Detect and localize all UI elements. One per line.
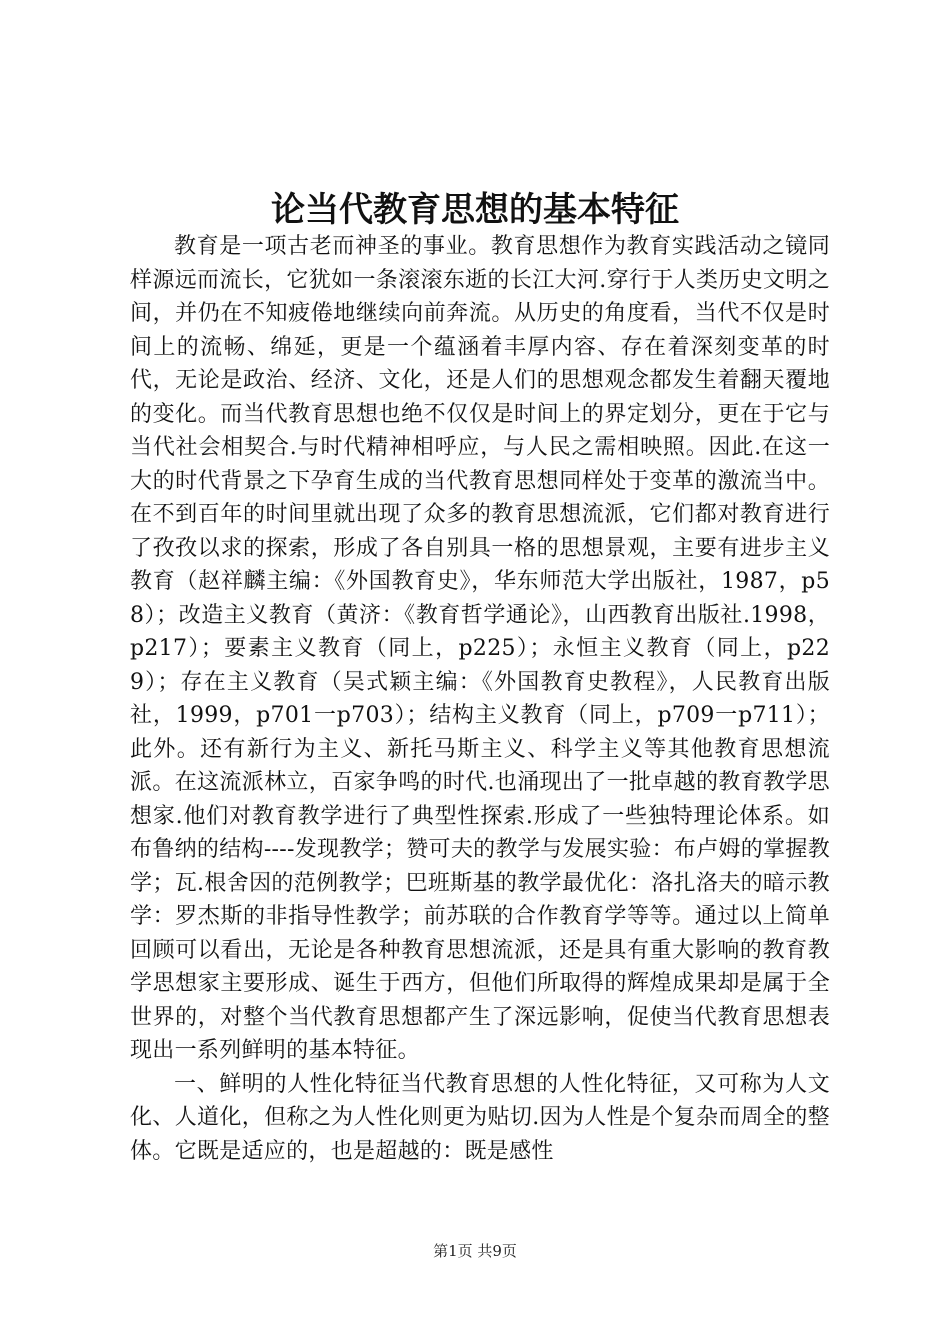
- document-title: 论当代教育思想的基本特征: [271, 190, 679, 230]
- paragraph-section-one: 一、鲜明的人性化特征当代教育思想的人性化特征，又可称为人文化、人道化，但称之为人性化则更为贴切.因为人性是个复杂而周全的整体。它既是适应的，也是超越的：既是感性: [130, 1071, 830, 1164]
- document-body: [130, 230, 830, 1168]
- page-footer: 第1页 共9页: [433, 1242, 517, 1260]
- paragraph-intro: 教育是一项古老而神圣的事业。教育思想作为教育实践活动之镜同样源远而流长，它犹如一条滚滚东逝的长江大河.穿行于人类历史文明之间，并仍在不知疲倦地继续向前奔流。从历史的角度看，当代不仅是时间上的流畅、绵延，更是一个蕴涵着丰厚内容、存在着深刻变革的时代，无论是政治、经济、文化，还是人们的思想观念都发生着翻天覆地的变化。而当代教育思想也绝不仅仅是时间上的界定划分，更在于它与当代社会相契合.与时代精神相呼应，与人民之需相映照。因此.在这一大的时代背景之下孕育生成的当代教育思想同样处于变革的激流当中。在不到百年的时间里就出现了众多的教育思想流派，它们都对教育进行了孜孜以求的探索，形成了各自别具一格的思想景观，主要有进步主义教育（赵祥麟主编：《外国教育史》，华东师范大学出版社，1987，p58）；改造主义教育（黄济：《教育哲学通论》，山西教育出版社.1998，p217）；要素主义教育（同上，p225）；永恒主义教育（同上，p229）；存在主义教育（吴式颖主编：《外国教育史教程》，人民教育出版社，1999，p701一p703）；结构主义教育（同上，p709一p711）；此外。还有新行为主义、新托马斯主义、科学主义等其他教育思想流派。在这流派林立，百家争鸣的时代.也涌现出了一批卓越的教育教学思想家.他们对教育教学进行了典型性探索.形成了一些独特理论体系。如布鲁纳的结构----发现教学；赞可夫的教学与发展实验：布卢姆的掌握教学；瓦.根舍因的范例教学；巴班斯基的教学最优化：洛扎洛夫的暗示教学：罗杰斯的非指导性教学；前苏联的合作教育学等等。通过以上简单回顾可以看出，无论是各种教育思想流派，还是具有重大影响的教育教学思想家主要形成、诞生于西方，但他们所取得的辉煌成果却是属于全世界的，对整个当代教育思想都产生了深远影响，促使当代教育思想表现出一系列鲜明的基本特征。: [130, 234, 830, 1063]
